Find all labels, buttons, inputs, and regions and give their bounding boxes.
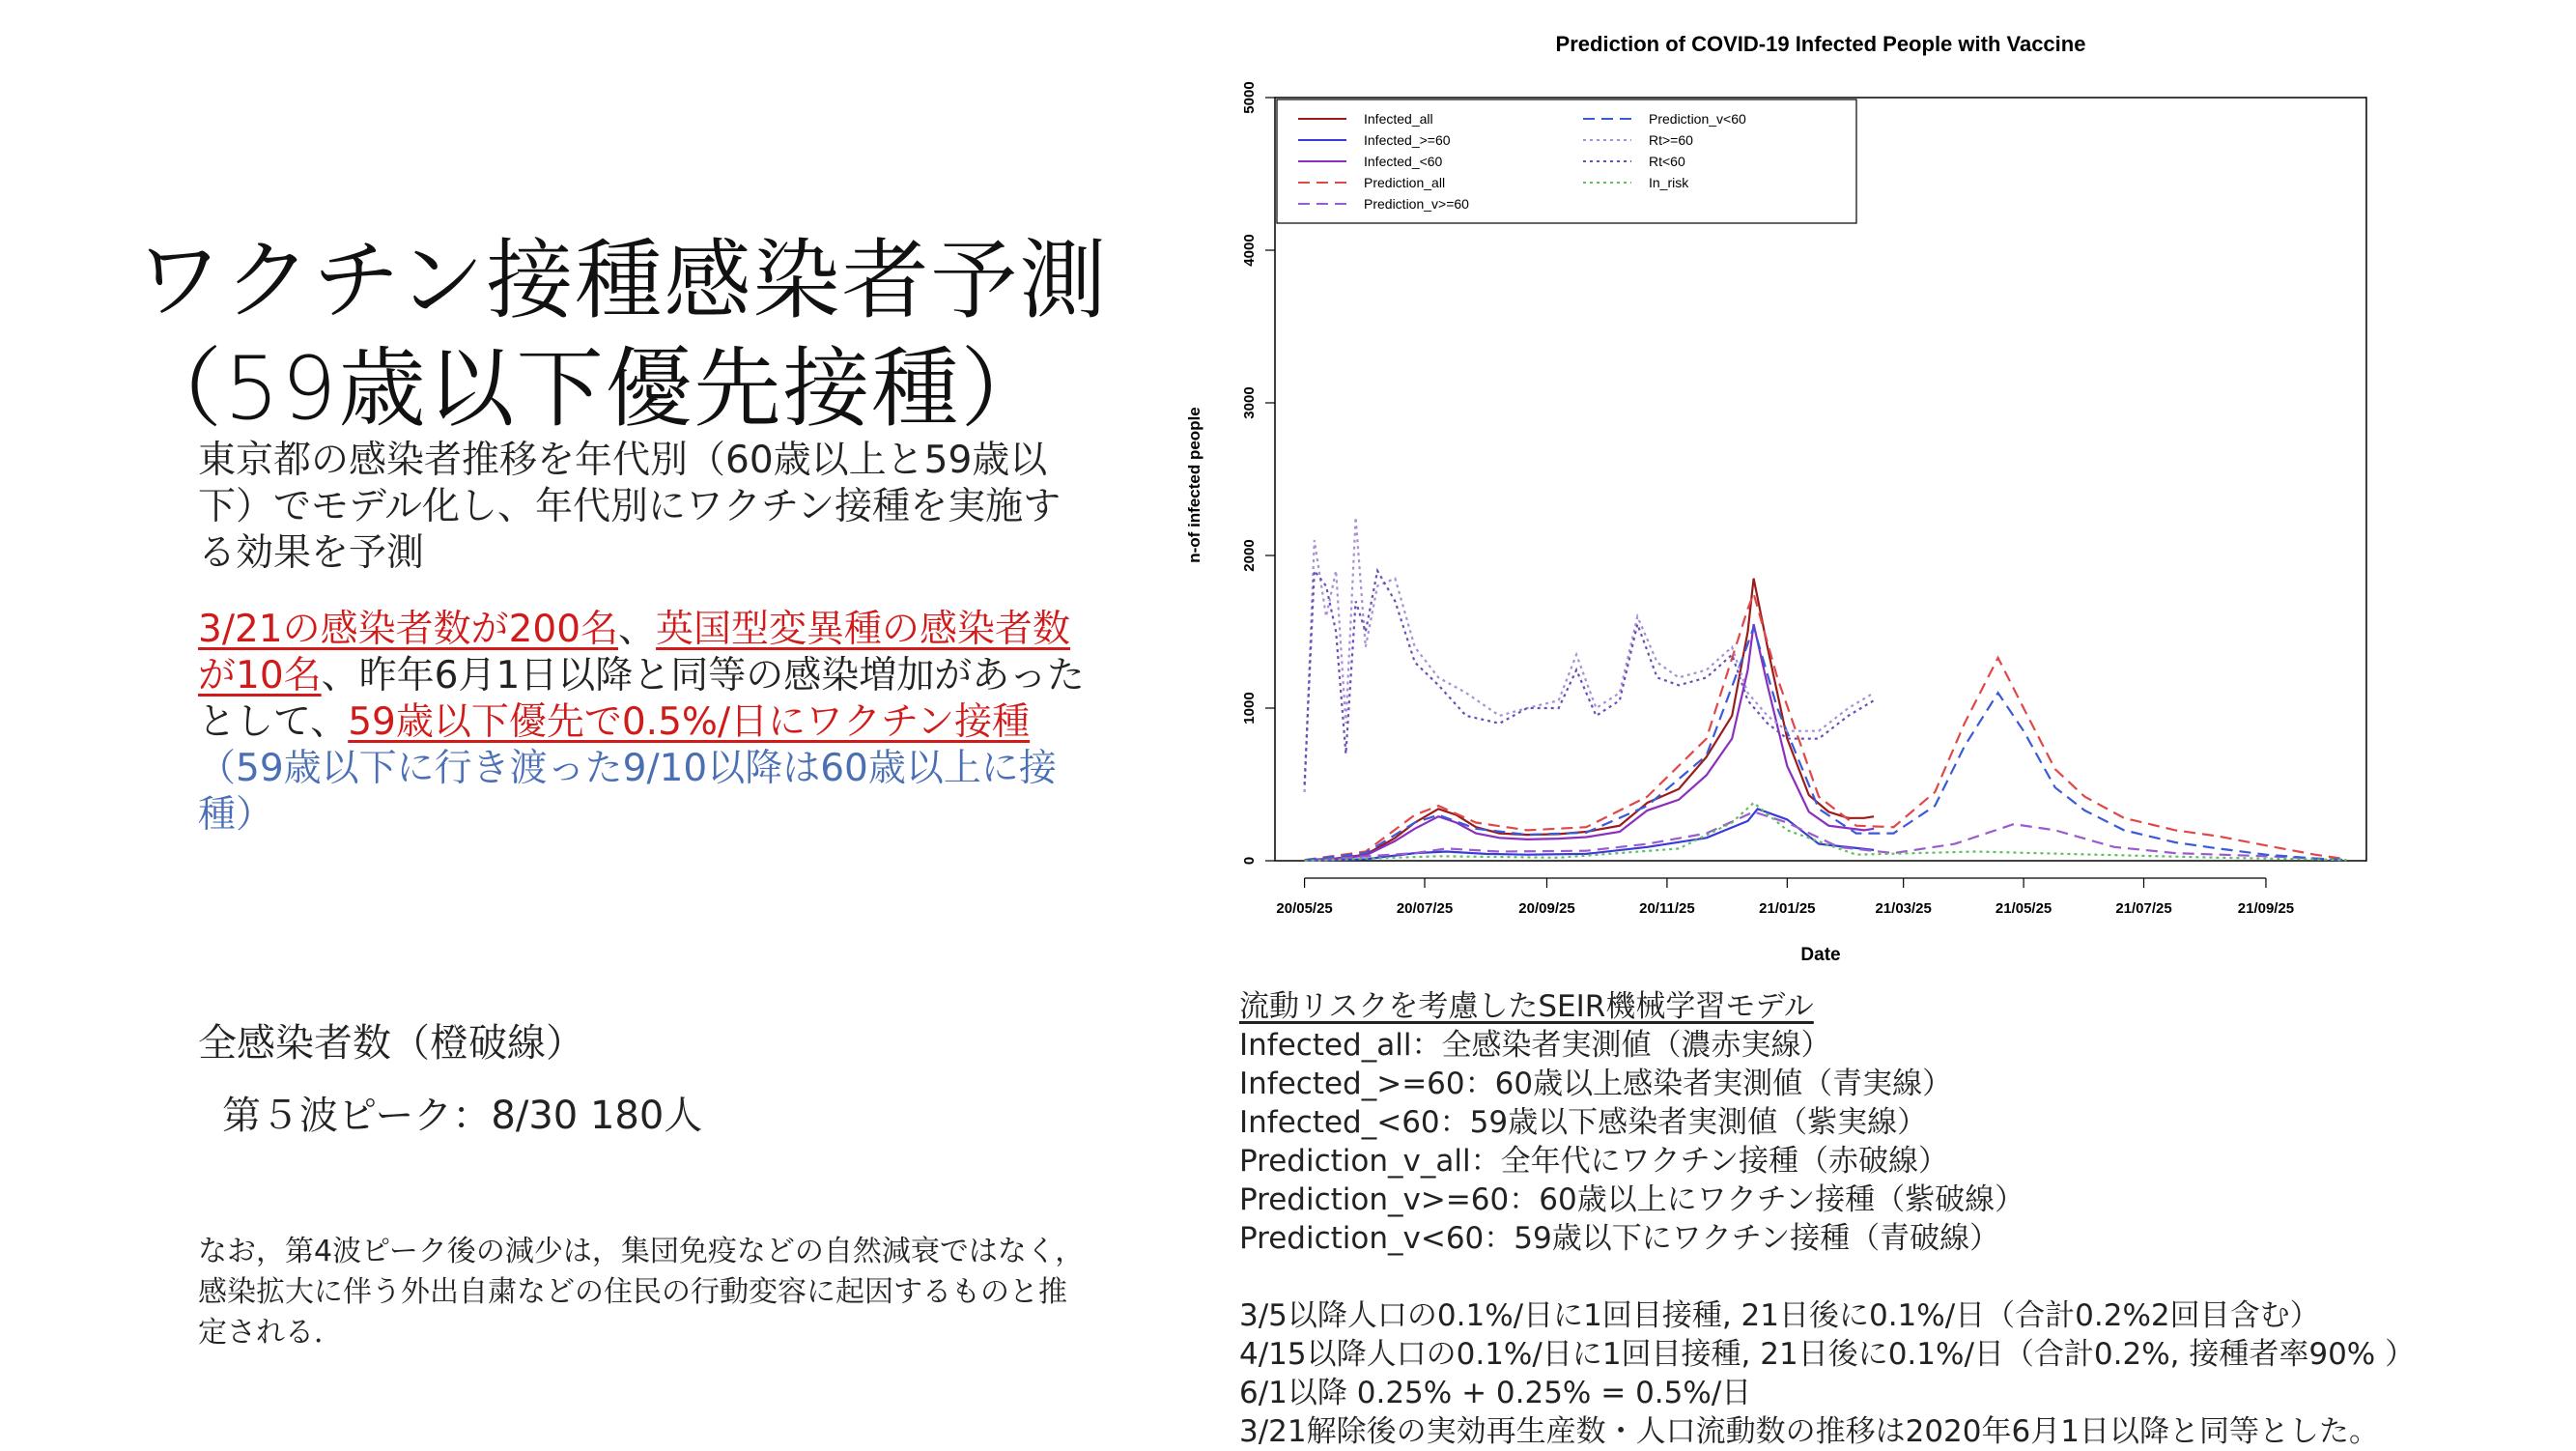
covid-prediction-chart [1159, 24, 2415, 971]
note-text: なお，第4波ピーク後の減少は，集団免疫などの自然減衰ではなく，感染拡大に伴う外出自粛などの住民の行動変容に起因するものと推定される． [198, 1235, 1085, 1350]
scenario-separator: 、 [618, 608, 657, 651]
model-note-line: Infected_>=60：60歳以上感染者実測値（青実線） [1239, 1067, 1953, 1101]
scenario-infected-count: 3/21の感染者数が200名 [198, 608, 619, 651]
series-Infected_>=60 [1305, 809, 1875, 860]
chart-title: Prediction of COVID-19 Infected People with Vaccine [1555, 32, 2086, 56]
y-tick-label: 2000 [1241, 539, 1258, 572]
scenario-vaccine-rate: 59歳以下優先で0.5%/日にワクチン接種 [348, 700, 1031, 744]
scenario-vaccine-note: （59歳以下に行き渡った9/10以降は60歳以上に接種） [198, 747, 1057, 837]
series-Rt>=60 [1305, 518, 1875, 792]
legend-label: Infected_>=60 [1364, 132, 1451, 148]
legend-label: Prediction_v<60 [1649, 111, 1746, 127]
x-tick-label: 20/05/25 [1276, 900, 1333, 917]
model-note-line: Prediction_v>=60：60歳以上にワクチン接種（紫破線） [1239, 1182, 2025, 1217]
model-note-line: Infected_all：全感染者実測値（濃赤実線） [1239, 1028, 1831, 1063]
x-tick-label: 20/07/25 [1396, 900, 1454, 917]
assumption-line: 4/15以降人口の0.1%/日に1回目接種, 21日後に0.1%/日（合計0.2%, 接種者率90% ） [1239, 1337, 2416, 1372]
x-tick-label: 21/05/25 [1995, 900, 2052, 917]
model-notes-title: 流動リスクを考慮したSEIR機械学習モデル [1239, 989, 1814, 1024]
model-notes [1239, 987, 2572, 1451]
title-line-1: ワクチン接種感染者予測 [135, 230, 1109, 331]
y-tick-label: 0 [1241, 856, 1258, 866]
model-note-line: Infected_<60：59歳以下感染者実測値（紫実線） [1239, 1105, 1928, 1140]
legend-label: Rt<60 [1649, 154, 1685, 169]
scenario-variant-count: 英国型変異種の感染者数が10名 [198, 608, 1071, 697]
y-tick-label: 1000 [1241, 692, 1258, 725]
total-infected-label: 全感染者数（橙破線） [198, 1021, 584, 1066]
chart-series [1305, 518, 2347, 862]
y-tick-label: 4000 [1241, 234, 1258, 267]
x-tick-label: 20/11/25 [1639, 900, 1695, 917]
assumption-line: 3/5以降人口の0.1%/日に1回目接種, 21日後に0.1%/日（合計0.2%2回目含む） [1239, 1298, 2320, 1333]
model-note-line: Prediction_v<60：59歳以下にワクチン接種（青破線） [1239, 1221, 2000, 1256]
chart-legend [1277, 100, 1856, 223]
legend-label: Prediction_all [1364, 175, 1446, 190]
assumption-line: 3/21解除後の実効再生産数・人口流動数の推移は2020年6月1日以降と同等とした。 [1239, 1414, 2379, 1449]
spacer [1239, 1258, 2572, 1296]
y-tick-label: 3000 [1241, 386, 1258, 419]
slide-title [135, 227, 1109, 443]
title-line-2: （59歳以下優先接種） [135, 338, 1050, 440]
x-tick-label: 20/09/25 [1518, 900, 1575, 917]
y-tick-label: 5000 [1241, 81, 1258, 114]
series-Infected_all [1305, 579, 1875, 861]
legend-label: Infected_all [1364, 111, 1433, 127]
x-tick-label: 21/07/25 [2115, 900, 2172, 917]
series-Rt<60 [1305, 571, 1875, 784]
fifth-wave-peak-label: 第５波ピーク：8/30 180人 [222, 1094, 703, 1138]
legend-label: Rt>=60 [1649, 132, 1693, 148]
x-tick-label: 21/09/25 [2237, 900, 2295, 917]
intro-text: 東京都の感染者推移を年代別（60歳以上と59歳以下）でモデル化し、年代別にワクチン接種を実施する効果を予測 [198, 439, 1062, 575]
x-tick-label: 21/03/25 [1875, 900, 1932, 917]
assumption-line: 6/1以降 0.25% + 0.25% = 0.5%/日 [1239, 1376, 1752, 1410]
legend-label: Prediction_v>=60 [1364, 196, 1469, 212]
model-note-line: Prediction_v_all：全年代にワクチン接種（赤破線） [1239, 1144, 1949, 1179]
chart-y-axis-label: n-of infected people [1185, 407, 1203, 563]
legend-label: In_risk [1649, 175, 1689, 190]
x-tick-label: 21/01/25 [1759, 900, 1816, 917]
chart-x-axis-label: Date [1800, 945, 1841, 965]
scenario-text [198, 607, 1087, 839]
legend-label: Infected_<60 [1364, 154, 1443, 169]
scenario-assumption: 、昨年6月1日以降と同等の感染増加があったとして、 [198, 654, 1085, 744]
